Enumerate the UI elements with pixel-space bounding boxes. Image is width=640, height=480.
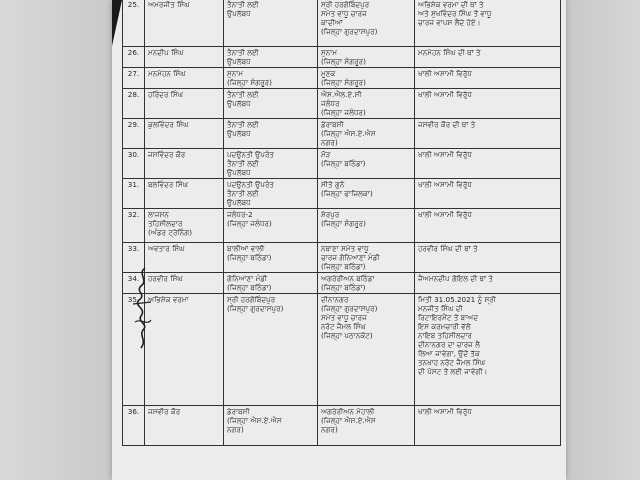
cell-current: ਬਾਲੀਆਂ ਵਾਲੀ (ਜਿਲ੍ਹਾ ਬਠਿੰਡਾ) [224,243,318,273]
table-row [123,243,561,273]
cell-name: ਕੁਲਵਿੰਦਰ ਸਿੰਘ [145,119,224,149]
cell-name: ਅਭਿਸ਼ੇਕ ਵਰਮਾ [145,294,224,406]
cell-current: ਪਦਉਨਤੀ ਉਪਰੰਤ ਤੈਨਾਤੀ ਲਈ ਉਪਲੱਬਧ [224,179,318,209]
cell-no: 30. [123,149,145,179]
cell-remarks: ਮਿਤੀ 31.05.2021 ਨੂੰ ਸ੍ਰੀ ਮਨਜੀਤ ਸਿੰਘ ਦੀ ਰਿਟਾਇਰਮੈਂਟ ਤੋਂ ਬਾਅਦ ਇਸ ਕਰਮਚਾਰੀ ਵੱਲੋਂ ਨਾਇਬ ਤਹਿਸੀਲਦਾਰ ਦੀਨਾਨਗਰ ਦਾ ਚਾਰਜ ਲੈ ਲਿਆ ਜਾਵੇਗਾ, ਉਦੋਂ ਤੱਕ ਤਨਖਾਹ ਨਰੋਟ ਜੈਮਲ ਸਿੰਘ ਦੀ ਪੋਸਟ ਤੋਂ ਲਈ ਜਾਵੇਗੀ। [415,294,561,406]
handwritten-signature [127,264,157,352]
document-page [112,0,566,480]
cell-name: ਹਰਿੰਦਰ ਸਿੰਘ [145,89,224,119]
cell-remarks: ਖਾਲੀ ਅਸਾਮੀ ਵਿਰੁੱਧ [415,89,561,119]
cell-current: ਸ੍ਰੀ ਹਰਗੋਬਿੰਦਪੁਰ (ਜਿਲ੍ਹਾ ਗੁਰਦਾਸਪੁਰ) [224,294,318,406]
cell-name: ਅਮਰਜੀਤ ਸਿੰਘ [145,0,224,47]
cell-no: 32. [123,209,145,243]
cell-posted: ਦੀਨਾਨਗਰ (ਜਿਲ੍ਹਾ ਗੁਰਦਾਸਪੁਰ) ਸਮੇਤ ਵਾਧੂ ਚਾਰਜ ਨਰੋਟ ਜੈਮਲ ਸਿੰਘ (ਜਿਲ੍ਹਾ ਪਠਾਨਕੋਟ) [318,294,415,406]
cell-posted: ਅਗਰੇਰੀਅਨ ਮੋਹਾਲੀ (ਜਿਲ੍ਹਾ ਐਸ.ਏ.ਐਸ ਨਗਰ) [318,406,415,446]
table-row [123,0,561,47]
cell-no: 27. [123,68,145,89]
cell-name: ਲਾਜਸਨ ਤਹਿਸੀਲਦਾਰ (ਅੰਡਰ ਟ੍ਰੇਨਿੰਗ) [145,209,224,243]
cell-remarks: ਮਨਮੋਹਨ ਸਿੰਘ ਦੀ ਥਾਂ ਤੇ [415,47,561,68]
table-row [123,89,561,119]
cell-current: ਸੁਨਾਮ (ਜਿਲ੍ਹਾ ਸੰਗਰੂਰ) [224,68,318,89]
cell-no: 36. [123,406,145,446]
cell-current: ਪਦਉਨਤੀ ਉਪਰੰਤ ਤੈਨਾਤੀ ਲਈ ਉਪਲੱਬਧ [224,149,318,179]
table-row [123,179,561,209]
table-row [123,406,561,446]
cell-name: ਜਸਵੀਰ ਕੌਰ [145,406,224,446]
cell-posted: ਐਸ.ਐਲ.ਏ.ਸੀ ਜਲੰਧਰ (ਜਿਲ੍ਹਾ ਜਲੰਧਰ) [318,89,415,119]
cell-no: 31. [123,179,145,209]
cell-no: 35. [123,294,145,406]
table-row [123,68,561,89]
cell-no: 28. [123,89,145,119]
cell-no: 33. [123,243,145,273]
cell-remarks: ਖਾਲੀ ਅਸਾਮੀ ਵਿਰੁੱਧ [415,406,561,446]
cell-current: ਤੈਨਾਤੀ ਲਈ ਉਪਲੱਬਧ [224,0,318,47]
cell-posted: ਸੁਨਾਮ (ਜਿਲ੍ਹਾ ਸੰਗਰੂਰ) [318,47,415,68]
cell-no: 25. [123,0,145,47]
cell-current: ਤੈਨਾਤੀ ਲਈ ਉਪਲੱਬਧ [224,119,318,149]
cell-posted: ਸ਼ੇਰਪੁਰ (ਜਿਲ੍ਹਾ ਸੰਗਰੂਰ) [318,209,415,243]
cell-name: ਜਸਵਿੰਦਰ ਕੌਰ [145,149,224,179]
cell-remarks: ਖਾਲੀ ਅਸਾਮੀ ਵਿਰੁੱਧ [415,149,561,179]
cell-posted: ਮੌੜ (ਜਿਲ੍ਹਾ ਬਠਿੰਡਾ) [318,149,415,179]
cell-name: ਮਨਦੀਪ ਸਿੰਘ [145,47,224,68]
cell-remarks: ਹਰਵੀਰ ਸਿੰਘ ਦੀ ਥਾਂ ਤੇ [415,243,561,273]
table-row [123,149,561,179]
cell-no: 34. [123,273,145,294]
background-left [0,0,112,480]
cell-posted: ਸ੍ਰੀ ਹਰਗੋਬਿੰਦਪੁਰ ਸਮੇਤ ਵਾਧੂ ਚਾਰਜ ਕਾਦੀਆਂ (ਜਿਲ੍ਹਾ ਗੁਰਦਾਸਪੁਰ) [318,0,415,47]
table-row [123,47,561,68]
cell-posted: ਮੂਣਕ (ਜਿਲ੍ਹਾ ਸੰਗਰੂਰ) [318,68,415,89]
cell-no: 29. [123,119,145,149]
cell-remarks: ਖਾਲੀ ਅਸਾਮੀ ਵਿਰੁੱਧ [415,68,561,89]
cell-posted: ਨਥਾਣਾ ਸਮੇਤ ਵਾਧੂ ਚਾਰਜ ਗੋਨਿਆਣਾ ਮੰਡੀ (ਜਿਲ੍ਹਾ ਬਠਿੰਡਾ) [318,243,415,273]
cell-posted: ਅਗਰੇਰੀਅਨ ਬਠਿੰਡਾ (ਜਿਲ੍ਹਾ ਬਠਿੰਡਾ) [318,273,415,294]
cell-posted: ਸੀਤੋ ਗੁਨੋ (ਜਿਲ੍ਹਾ ਫਾਜ਼ਿਲਕਾ) [318,179,415,209]
cell-remarks: ਅਭਿਸ਼ੇਕ ਵਰਮਾ ਦੀ ਥਾਂ ਤੇ ਅਤੇ ਸੁਖਵਿੰਦਰ ਸਿੰਘ ਤੋਂ ਵਾਧੂ ਚਾਰਜ ਵਾਪਸ ਲੈਂਦੇ ਹੋਏ। [415,0,561,47]
cell-current: ਜਲੰਧਰ-2 (ਜਿਲ੍ਹਾ ਜਲੰਧਰ) [224,209,318,243]
transfer-table [122,0,561,446]
cell-name: ਬਲਵਿੰਦਰ ਸਿੰਘ [145,179,224,209]
cell-name: ਅਵਤਾਰ ਸਿੰਘ [145,243,224,273]
cell-remarks: ਜੈਅਮਨਦੀਪ ਗੋਇਲ ਦੀ ਥਾਂ ਤੇ [415,273,561,294]
cell-posted: ਡੇਰਾਬਸੀ (ਜਿਲ੍ਹਾ ਐਸ.ਏ.ਐਸ ਨਗਰ) [318,119,415,149]
cell-name: ਮਨਮੋਹਨ ਸਿੰਘ [145,68,224,89]
table-row [123,209,561,243]
table-row [123,119,561,149]
cell-remarks: ਜਸਵੀਰ ਕੌਰ ਦੀ ਥਾਂ ਤੇ [415,119,561,149]
table-row [123,294,561,406]
cell-name: ਹਰਵੀਰ ਸਿੰਘ [145,273,224,294]
cell-current: ਡੇਰਾਬਸੀ (ਜਿਲ੍ਹਾ ਐਸ.ਏ.ਐਸ ਨਗਰ) [224,406,318,446]
cell-remarks: ਖਾਲੀ ਅਸਾਮੀ ਵਿਰੁੱਧ [415,179,561,209]
cell-current: ਗੋਨਿਆਣਾ ਮੰਡੀ (ਜਿਲ੍ਹਾ ਬਠਿੰਡਾ) [224,273,318,294]
background-right [566,0,640,480]
page-corner-shadow [112,0,122,46]
cell-current: ਤੈਨਾਤੀ ਲਈ ਉਪਲੱਬਧ [224,89,318,119]
cell-current: ਤੈਨਾਤੀ ਲਈ ਉਪਲੱਬਧ [224,47,318,68]
cell-remarks: ਖਾਲੀ ਅਸਾਮੀ ਵਿਰੁੱਧ [415,209,561,243]
cell-no: 26. [123,47,145,68]
table-row [123,273,561,294]
